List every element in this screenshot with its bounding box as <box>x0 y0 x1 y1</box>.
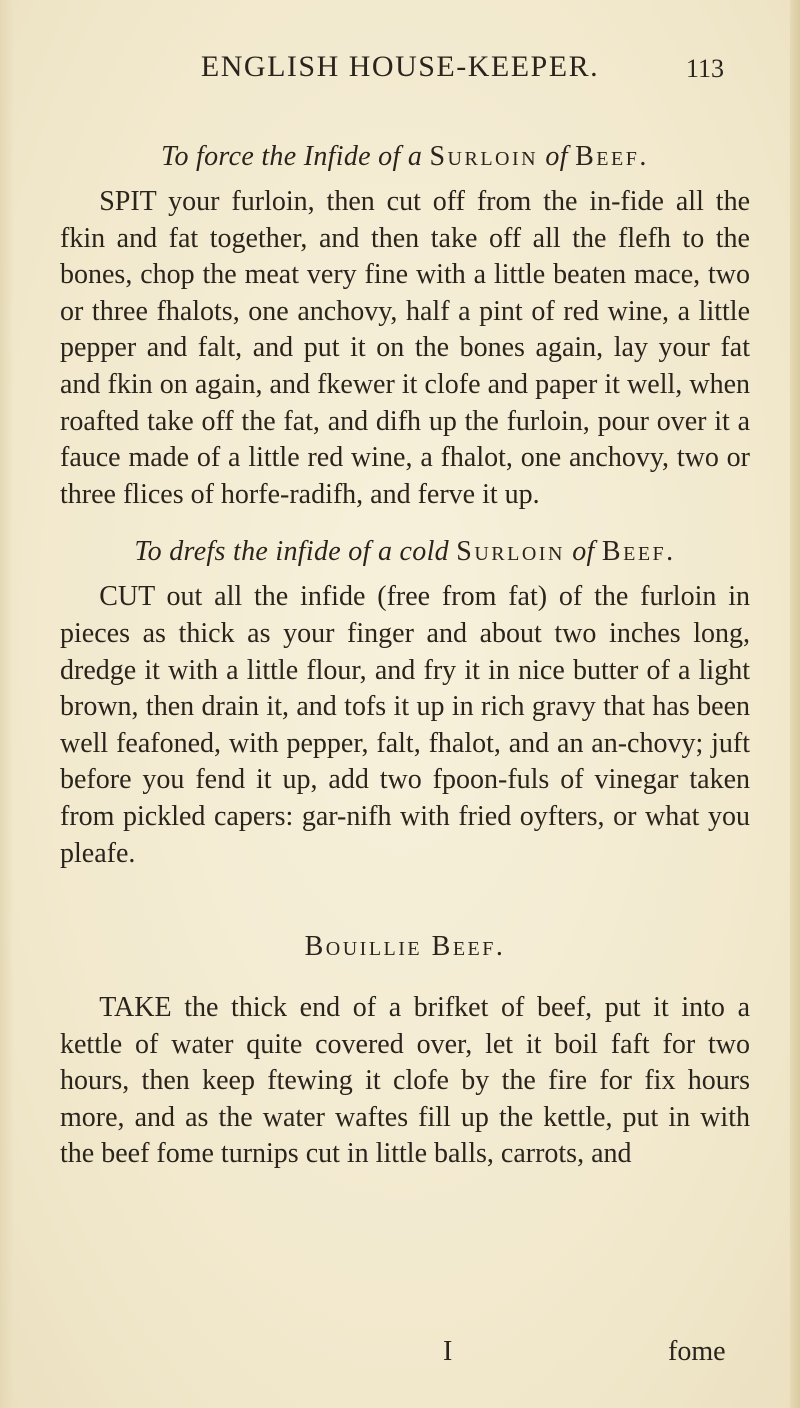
page-number: 113 <box>686 54 725 83</box>
recipe-title: Bouillie Beef. <box>304 931 506 963</box>
recipe-body: SPIT your furloin, then cut off from the in-fide all the fkin and fat together, and then take off all the flefh to the bones, chop the meat very fine with a little beaten mace, two or three fhalots, one anchovy, half a pint of red wine, a little pepper and falt, and put it on the bones again, lay your fat and fkin on again, and fkewer it clofe and paper it well, when roafted take off the fat, and difh up the furloin, pour over it a fauce made of a little red wine, a fhalot, one anchovy, two or three flices of horfe-radifh, and ferve it up. <box>60 186 750 510</box>
running-head: ENGLISH HOUSE-KEEPER. <box>200 50 600 83</box>
page-edge <box>790 0 800 1408</box>
page-header <box>0 50 800 100</box>
page-footer <box>0 1336 800 1376</box>
page-body <box>60 140 750 1173</box>
recipe-title: To force the Infide of a Surloin of Beef. <box>161 141 649 172</box>
recipe-body: TAKE the thick end of a brifket of beef, put it into a kettle of water quite covered over, let it boil faft for two hours, then keep ftewing it clofe by the fire for fix hours more, and as the water waftes fill up the kettle, put in with the beef fome turnips cut in little balls, carrots, and <box>60 992 750 1170</box>
recipe-title: To drefs the infide of a cold Surloin of Beef. <box>134 536 676 568</box>
catchword: fome <box>668 1336 726 1367</box>
recipe-body: CUT out all the infide (free from fat) of the furloin in pieces as thick as your finger and about two inches long, dredge it with a little flour, and fry it in nice butter of a light brown, then drain it, and tofs it up in rich gravy that has been well feafoned, with pepper, falt, fhalot, and an an-chovy; juft before you fend it up, add two fpoon-fuls of vinegar taken from pickled capers: gar-nifh with fried oyfters, or what you pleafe. <box>60 581 750 869</box>
signature-mark: I <box>443 1336 453 1367</box>
gutter-shadow <box>0 0 14 1408</box>
